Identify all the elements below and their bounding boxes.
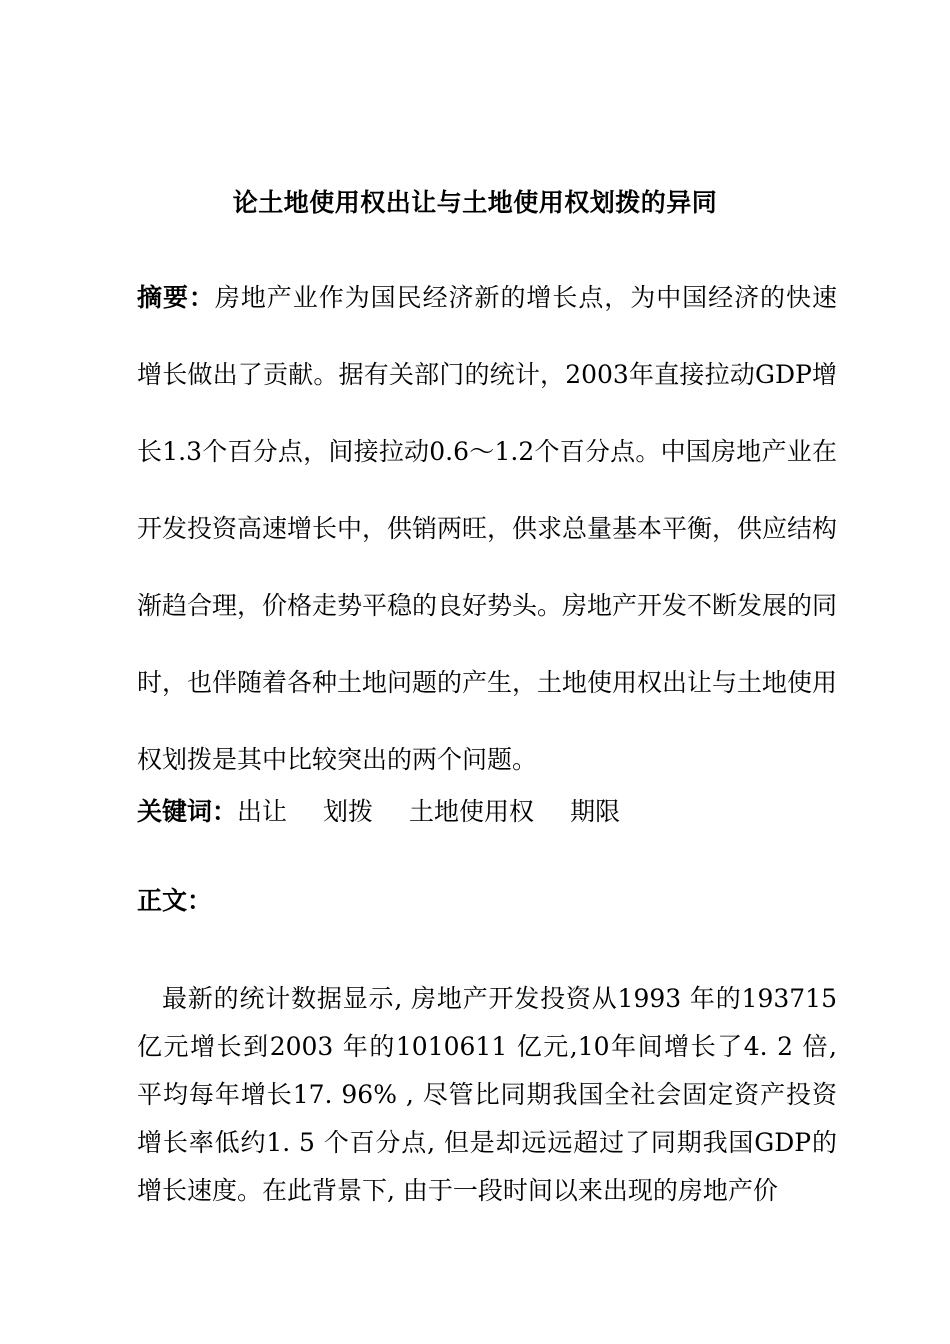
keyword-item: 出让: [237, 797, 288, 826]
keywords-line: [137, 795, 656, 829]
body-heading: 正文：: [137, 886, 213, 915]
abstract-label: 摘要：: [137, 283, 215, 312]
keyword-item: 土地使用权: [409, 797, 535, 826]
abstract-paragraph: [137, 259, 837, 798]
keywords-label: 关键词：: [137, 797, 238, 826]
abstract-text: 房地产业作为国民经济新的增长点，为中国经济的快速增长做出了贡献。据有关部门的统计，2003年直接拉动GDP增长1.3个百分点，间接拉动0.6～1.2个百分点。中国房地产业在开发投资高速增长中，供销两旺，供求总量基本平衡，供应结构渐趋合理，价格走势平稳的良好势头。房地产开发不断发展的同时，也伴随着各种土地问题的产生，土地使用权出让与土地使用权划拨是其中比较突出的两个问题。: [137, 283, 838, 774]
body-paragraph: 最新的统计数据显示, 房地产开发投资从1993 年的193715亿元增长到2003 年的1010611 亿元,10年间增长了4. 2 倍, 平均每年增长17. 96% , 尽管比同期我国全社会固定资产投资增长率低约1. 5 个百分点, 但是却远远超过了同期我国GDP的增长速度。在此背景下, 由于一段时间以来出现的房地产价: [137, 984, 837, 1205]
keyword-item: 期限: [570, 797, 621, 826]
keyword-item: 划拨: [323, 797, 374, 826]
document-title: 论土地使用权出让与土地使用权划拨的异同: [232, 188, 718, 217]
